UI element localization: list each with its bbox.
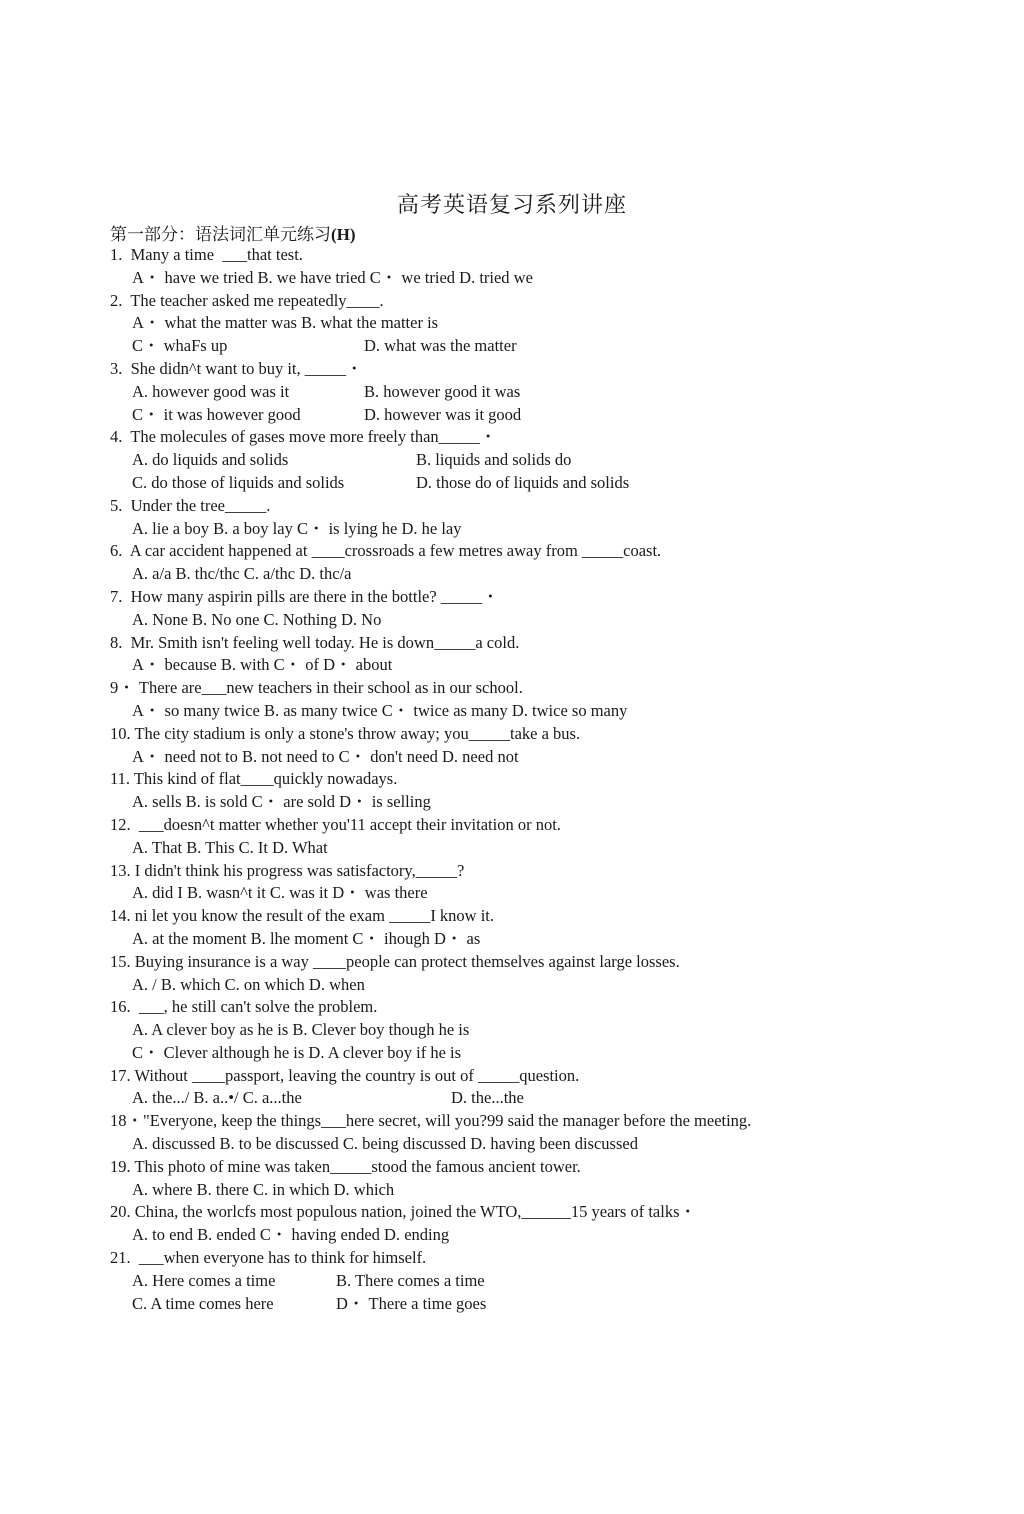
option-right: D. those do of liquids and solids [416, 472, 630, 492]
answer-options: A. / B. which C. on which D. when [132, 974, 365, 994]
question-stem: 9・ There are___new teachers in their school as in our school. [110, 678, 523, 698]
question-stem: 7. How many aspirin pills are there in the bottle? _____・ [110, 586, 499, 606]
answer-options: A・ so many twice B. as many twice C・ twice as many D. twice so many [132, 700, 628, 720]
question-stem: 18・"Everyone, keep the things___here secret, will you?99 said the manager before the meeting. [110, 1111, 752, 1131]
answer-options: A. That B. This C. It D. What [132, 837, 328, 857]
option-left: A. Here comes a time [132, 1270, 276, 1290]
answer-options: A. where B. there C. in which D. which [132, 1179, 395, 1199]
option-left: A. the.../ B. a..•/ C. a...the [132, 1088, 302, 1108]
question-stem: 5. Under the tree_____. [110, 495, 271, 515]
answer-options [110, 449, 910, 472]
answer-options: A. did I B. wasn^t it C. was it D・ was there [132, 883, 428, 903]
option-left: C・ it was however good [132, 404, 301, 424]
answer-options: A・ because B. with C・ of D・ about [132, 655, 393, 675]
answer-options [110, 335, 910, 358]
subtitle-text: 第一部分：语法词汇单元练习 [110, 225, 331, 245]
answer-options: A・ need not to B. not need to C・ don't need D. need not [132, 746, 519, 766]
question-stem: 21. ___when everyone has to think for himself. [110, 1248, 427, 1268]
question-stem: 4. The molecules of gases move more freely than_____・ [110, 427, 497, 447]
question-stem: 3. She didn^t want to buy it, _____・ [110, 358, 363, 378]
answer-options [110, 381, 910, 404]
question-stem: 11. This kind of flat____quickly nowadays. [110, 769, 398, 789]
section-subtitle [110, 220, 356, 245]
option-right: B. liquids and solids do [416, 450, 572, 470]
option-left: C. do those of liquids and solids [132, 472, 345, 492]
option-right: B. however good it was [364, 381, 521, 401]
answer-options: A. at the moment B. lhe moment C・ ihough D・ as [132, 928, 481, 948]
option-left: C・ whaFs up [132, 336, 228, 356]
answer-options: A. None B. No one C. Nothing D. No [132, 609, 382, 629]
option-left: A. however good was it [132, 381, 290, 401]
answer-options: A. to end B. ended C・ having ended D. ending [132, 1225, 450, 1245]
option-left: A. do liquids and solids [132, 450, 289, 470]
option-right: B. There comes a time [336, 1270, 485, 1290]
answer-options: A. discussed B. to be discussed C. being discussed D. having been discussed [132, 1134, 638, 1154]
question-stem: 6. A car accident happened at ____crossroads a few metres away from _____coast. [110, 541, 662, 561]
question-stem: 16. ___, he still can't solve the problem. [110, 997, 378, 1017]
answer-options [110, 472, 910, 495]
answer-options [110, 1087, 910, 1110]
question-stem: 12. ___doesn^t matter whether you'11 accept their invitation or not. [110, 814, 561, 834]
question-stem: 2. The teacher asked me repeatedly____. [110, 290, 384, 310]
option-left: C. A time comes here [132, 1293, 274, 1313]
answer-options: A. lie a boy B. a boy lay C・ is lying he D. he lay [132, 518, 462, 538]
question-stem: 17. Without ____passport, leaving the country is out of _____question. [110, 1065, 580, 1085]
answer-options: A・ what the matter was B. what the matter is [132, 313, 439, 333]
answer-options: A. a/a B. thc/thc C. a/thc D. thc/a [132, 564, 352, 584]
answer-options: A. A clever boy as he is B. Clever boy though he is [132, 1020, 470, 1040]
subtitle-part-label: (H) [331, 225, 356, 244]
question-stem: 15. Buying insurance is a way ____people can protect themselves against large losses. [110, 951, 680, 971]
answer-options [110, 1293, 910, 1316]
answer-options: A・ have we tried B. we have tried C・ we tried D. tried we [132, 267, 533, 287]
page-title: 高考英语复习系列讲座 [396, 193, 627, 218]
answer-options: C・ Clever although he is D. A clever boy if he is [132, 1042, 462, 1062]
option-right: D. what was the matter [364, 336, 517, 356]
question-stem: 10. The city stadium is only a stone's throw away; you_____take a bus. [110, 723, 581, 743]
answer-options: A. sells B. is sold C・ are sold D・ is selling [132, 792, 431, 812]
option-right: D. however was it good [364, 404, 522, 424]
option-right: D・ There a time goes [336, 1293, 487, 1313]
question-stem: 8. Mr. Smith isn't feeling well today. He is down_____a cold. [110, 632, 520, 652]
question-stem: 1. Many a time ___that test. [110, 245, 303, 264]
option-right: D. the...the [451, 1088, 524, 1108]
answer-options [110, 404, 910, 427]
question-list [110, 244, 910, 1315]
answer-options [110, 1270, 910, 1293]
question-stem: 14. ni let you know the result of the exam _____I know it. [110, 906, 495, 926]
question-stem: 20. China, the worlcfs most populous nation, joined the WTO,______15 years of talks・ [110, 1202, 696, 1222]
question-stem: 13. I didn't think his progress was satisfactory,_____? [110, 860, 465, 880]
question-stem: 19. This photo of mine was taken_____stood the famous ancient tower. [110, 1156, 581, 1176]
